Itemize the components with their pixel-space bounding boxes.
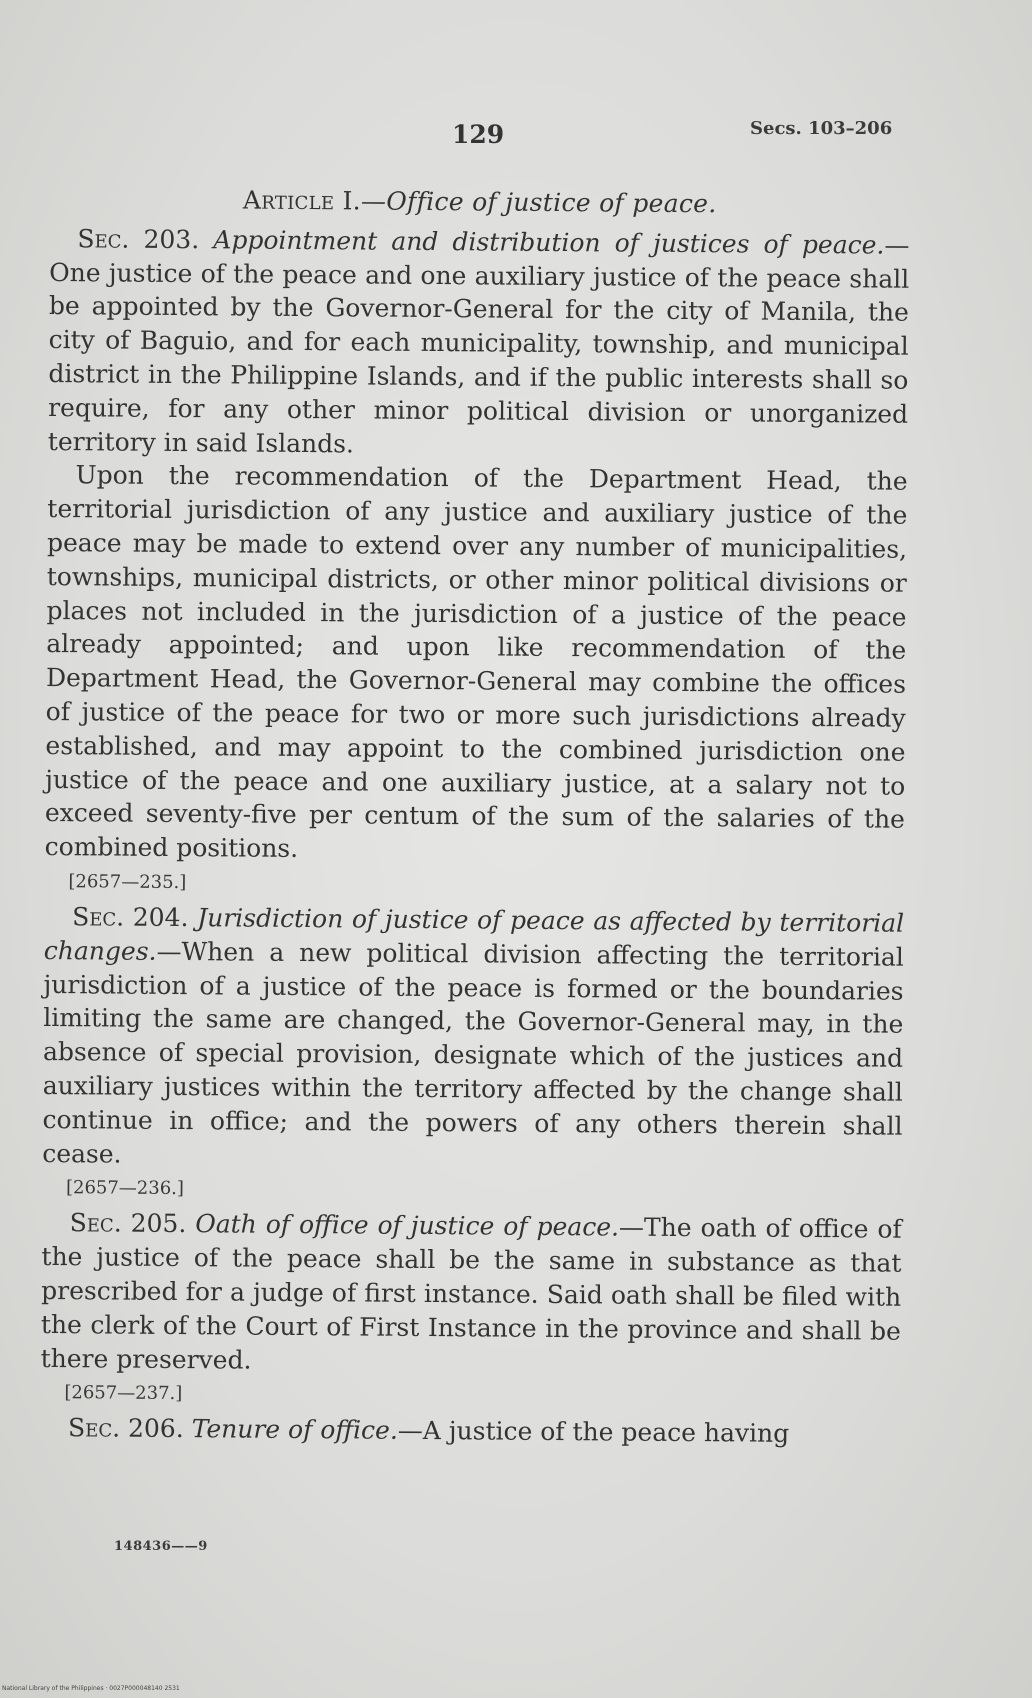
section-label: Sec. 206. [68, 1413, 184, 1444]
section-body: —When a new political division affecting the territorial jurisdiction of a justice of the peace is formed or the boundaries limiting the same are changed, the Governor-General may, in the absence of special provision, designate which of the justices and auxiliary justices within the territory affected by the change shall continue in office; and the powers of any others therein shall cease. [42, 936, 904, 1169]
section-citation: [2657—237.] [64, 1382, 183, 1405]
section-204 [42, 900, 904, 1177]
section-206 [40, 1411, 900, 1452]
section-body: —A justice of the peace having [397, 1416, 790, 1449]
section-citation: [2657—236.] [65, 1177, 185, 1200]
printer-signature: 148436——9 [114, 1539, 208, 1554]
section-citation: [2657—235.] [68, 871, 187, 894]
article-title: —Office of justice of peace. [360, 186, 717, 219]
section-range: Secs. 103–206 [750, 118, 893, 139]
section-title: Jurisdiction of justice of peace as affected by territorial changes. [43, 903, 905, 966]
section-203 [48, 222, 910, 465]
section-203-paragraph-2: Upon the recommendation of the Department Head, the territorial jurisdiction of any justice and auxiliary justice of the peace may be made to extend over any number of municipalities, townships, municipal districts, or other minor political divisions or places not included in the jurisdiction of a justice of the peace already appointed; and upon like recommendation of the Department Head, the Governor-General may combine the offices of justice of the peace for two or more such jurisdictions already established, and may appoint to the combined jurisdiction one justice of the peace and one auxiliary justice, at a salary not to exceed seventy-five per centum of the sum of the salaries of the combined positions. [44, 460, 908, 864]
article-heading [50, 182, 910, 223]
section-label: Sec. 204. [72, 902, 189, 933]
section-label: Sec. 203. [77, 224, 200, 254]
section-label: Sec. 205. [69, 1208, 187, 1239]
section-body: —One justice of the peace and one auxiliary justice of the peace shall be appointed by the Governor-General for the city of Manila, the city of Baguio, and for each municipality, township, and municipal district in the Philippine Islands, and if the public interests shall so require, for any other minor political division or unorganized territory in said Islands. [47, 230, 910, 458]
article-label: Article I. [242, 185, 362, 216]
section-body: —The oath of office of the justice of the peace shall be the same in substance as that prescribed for a judge of first instance. Said oath shall be filed with the clerk of the Court of First Instance in the province and shall be there preserved. [40, 1212, 902, 1375]
document-body [40, 170, 910, 1452]
scan-footer: National Library of the Philippines · 0027P000048140 2531 [2, 1685, 180, 1692]
section-205 [41, 1206, 902, 1382]
section-title: Appointment and distribution of justices of peace. [213, 225, 885, 260]
section-title: Tenure of office. [191, 1414, 398, 1446]
page-number: 129 [452, 120, 505, 149]
section-title: Oath of office of justice of peace. [195, 1209, 620, 1242]
